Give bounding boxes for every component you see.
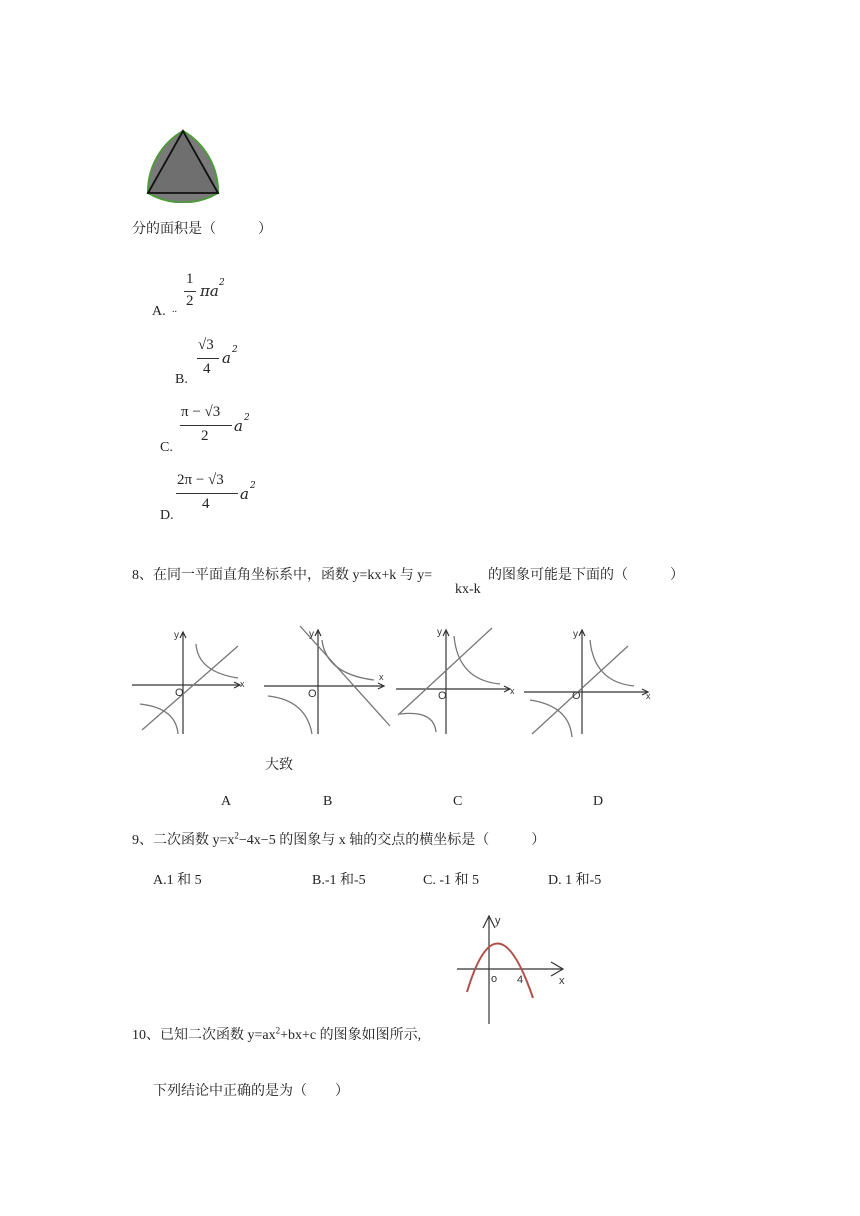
origin-label: O [175, 687, 184, 699]
q9-stem [132, 829, 545, 849]
exponent: 2 [250, 481, 256, 491]
q8-denominator: kx-k [455, 582, 481, 597]
q8-graph-c[interactable] [394, 622, 519, 737]
q10-stem-post: +bx+c 的图象如图所示, [280, 1028, 422, 1043]
origin-label: o [491, 973, 498, 985]
frac-after: πa [200, 282, 219, 300]
option-letter: C. [160, 440, 173, 455]
q10-stem-pre: 10、已知二次函数 y=ax [132, 1028, 276, 1043]
frac-denominator: 4 [203, 361, 211, 377]
frac-numerator: 2π − √3 [177, 472, 224, 488]
y-axis-label: y [495, 915, 501, 927]
y-axis-label: y [309, 629, 314, 640]
q8-graph-d[interactable] [522, 622, 657, 737]
frac-denominator: 2 [201, 428, 209, 444]
fraction-bar [197, 358, 219, 359]
q9-stem-sup: 2 [234, 830, 239, 841]
q8-caption: 大致 [265, 758, 293, 773]
frac-denominator: 4 [202, 496, 210, 512]
q10-sub: 下列结论中正确的是为（ ） [153, 1084, 349, 1099]
fraction-bar [176, 493, 238, 494]
fraction-bar [180, 425, 232, 426]
q8-label-d: D [593, 794, 604, 809]
q10-parabola-graph [455, 912, 575, 1030]
q9-option-a[interactable]: A.1 和 5 [153, 873, 202, 888]
tick-label-4: 4 [517, 974, 524, 986]
fraction-bar [184, 291, 196, 292]
q9-option-b[interactable]: B.-1 和-5 [312, 873, 366, 888]
q8-label-c: C [453, 794, 463, 809]
q7-stem-tail: 分的面积是（ ） [132, 222, 272, 237]
origin-label: O [308, 688, 317, 700]
x-axis-label: x [646, 691, 651, 701]
q8-stem-start: 8、在同一平面直角坐标系中，函数 y=kx+k 与 y= [132, 568, 433, 583]
option-letter: B. [175, 372, 188, 387]
q10-stem [132, 1024, 421, 1044]
parabola-curve [467, 943, 533, 998]
frac-after: a [240, 485, 249, 503]
frac-numerator: 1 [186, 271, 194, 287]
x-axis-label: x [240, 679, 245, 689]
x-axis-label: x [510, 686, 515, 696]
origin-label: O [438, 690, 447, 702]
q10-stem-sup: 2 [275, 1025, 281, 1036]
option-letter: D. [160, 508, 174, 523]
exponent: 2 [219, 278, 225, 288]
q8-stem-end: 的图象可能是下面的（ ） [488, 568, 684, 583]
option-letter: A. [152, 304, 166, 319]
reuleaux-triangle-figure [140, 125, 230, 203]
exponent: 2 [244, 413, 250, 423]
q8-graph-a[interactable] [130, 622, 250, 737]
origin-label: O [572, 690, 581, 702]
q9-stem-pre: 9、二次函数 y=x [132, 833, 235, 848]
q9-option-d[interactable]: D. 1 和-5 [548, 873, 602, 888]
q9-stem-post: −4x−5 的图象与 x 轴的交点的横坐标是（ ） [238, 833, 546, 848]
exponent: 2 [232, 345, 238, 355]
y-axis-label: y [573, 629, 578, 640]
option-dots: .. [172, 304, 177, 315]
q8-label-a: A [221, 794, 232, 809]
q8-label-b: B [323, 794, 333, 809]
y-axis-label: y [174, 630, 179, 641]
x-axis-label: x [379, 672, 384, 682]
q8-graph-b[interactable] [262, 622, 392, 737]
frac-denominator: 2 [186, 293, 194, 309]
frac-numerator: π − √3 [181, 404, 221, 420]
frac-after: a [234, 417, 243, 435]
x-axis-label: x [559, 975, 565, 987]
frac-numerator: √3 [198, 337, 214, 353]
y-axis-label: y [437, 627, 442, 638]
frac-after: a [222, 349, 231, 367]
q9-option-c[interactable]: C. -1 和 5 [423, 873, 479, 888]
